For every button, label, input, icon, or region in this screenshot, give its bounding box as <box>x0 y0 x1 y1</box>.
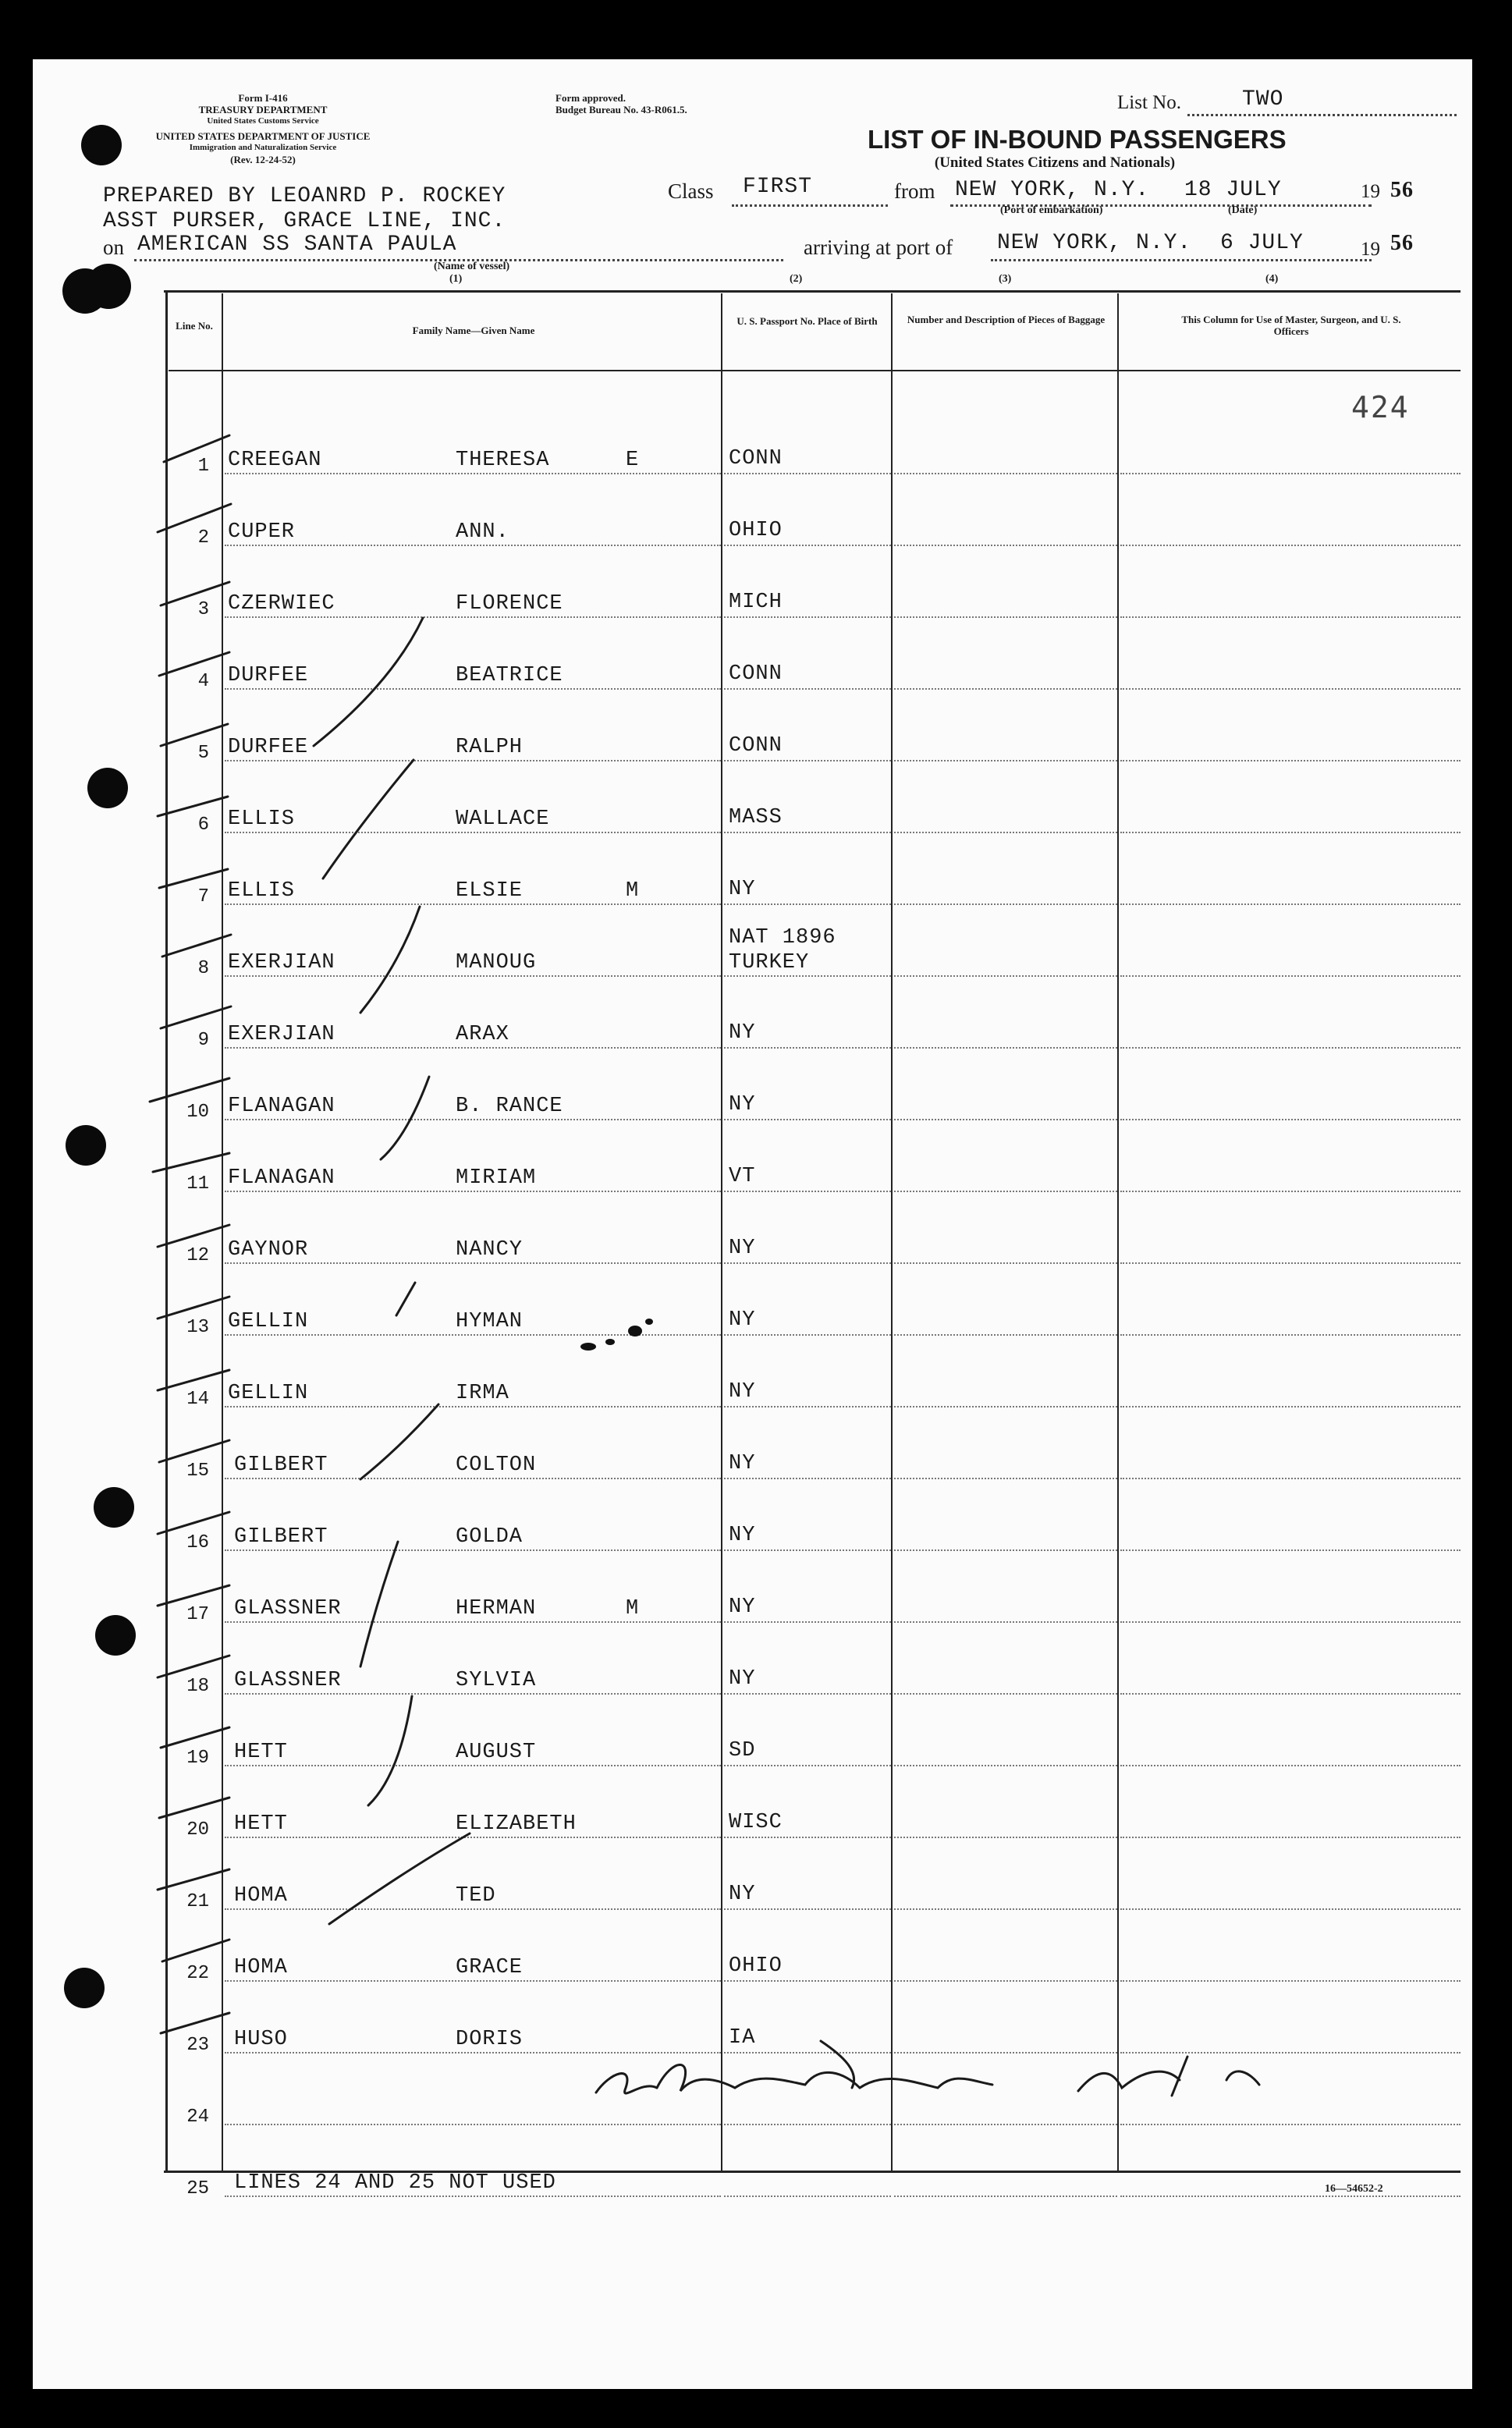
family-name: GLASSNER <box>234 1597 342 1620</box>
row-rule <box>225 1047 721 1049</box>
row-rule <box>1120 616 1461 618</box>
from-label: from <box>894 179 935 203</box>
place-of-birth: SD <box>729 1739 756 1762</box>
row-rule <box>1120 1621 1461 1623</box>
row-rule <box>225 616 721 618</box>
given-name: ELSIE <box>456 879 524 903</box>
row-rule <box>894 1549 1117 1551</box>
row-rule <box>1120 2052 1461 2054</box>
arrival-year: 56 <box>1390 231 1414 255</box>
col-header-baggage: Number and Description of Pieces of Baggage <box>907 314 1106 325</box>
row-rule <box>225 545 721 546</box>
place-of-birth: NY <box>729 1883 756 1906</box>
place-of-birth: OHIO <box>729 1954 783 1978</box>
row-rule <box>1120 1406 1461 1407</box>
family-name: DURFEE <box>228 664 309 687</box>
row-rule <box>1120 545 1461 546</box>
family-name: CREEGAN <box>228 449 322 472</box>
embark-year: 56 <box>1390 178 1414 202</box>
approval-block <box>555 92 687 115</box>
given-name: GRACE <box>456 1956 524 1979</box>
col-divider-name <box>721 293 722 2171</box>
place-of-birth: MASS <box>729 806 783 829</box>
given-name: HERMAN <box>456 1597 537 1620</box>
row-rule <box>894 1262 1117 1264</box>
class-label: Class <box>668 179 714 203</box>
signature <box>596 2041 1259 2096</box>
row-rule <box>225 903 721 905</box>
row-rule <box>724 1047 891 1049</box>
given-name: ANN. <box>456 520 509 544</box>
row-rule <box>1120 688 1461 690</box>
line-number: 25 <box>186 2178 209 2199</box>
place-of-birth: MICH <box>729 591 783 614</box>
family-name: GAYNOR <box>228 1238 309 1262</box>
place-of-birth: VT <box>729 1165 756 1188</box>
row-rule <box>225 1693 721 1695</box>
given-name: WALLACE <box>456 808 550 831</box>
row-rule <box>894 1191 1117 1192</box>
treasury-dept: TREASURY DEPARTMENT <box>198 104 328 115</box>
given-name: IRMA <box>456 1382 509 1405</box>
row-rule <box>724 616 891 618</box>
family-name: GELLIN <box>228 1382 309 1405</box>
line-number: 13 <box>186 1317 209 1338</box>
row-rule <box>894 2124 1117 2125</box>
table-header-border <box>169 370 1461 371</box>
row-rule <box>1120 1908 1461 1910</box>
col-divider-line <box>222 293 223 2171</box>
family-name: EXERJIAN <box>228 951 335 974</box>
list-no-line <box>1187 114 1457 116</box>
row-rule <box>894 1765 1117 1766</box>
line-number: 4 <box>197 671 209 692</box>
table-top-border <box>164 290 1461 293</box>
given-name: MANOUG <box>456 951 537 974</box>
family-name: HOMA <box>234 1956 288 1979</box>
place-of-birth: NY <box>729 1380 756 1404</box>
given-name: BEATRICE <box>456 664 563 687</box>
row-rule <box>894 832 1117 833</box>
family-name: HOMA <box>234 1884 288 1908</box>
row-rule <box>724 760 891 761</box>
row-rule <box>1120 1549 1461 1551</box>
place-of-birth: CONN <box>729 734 783 758</box>
place-of-birth: NY <box>729 1667 756 1691</box>
row-rule <box>894 903 1117 905</box>
row-rule <box>225 760 721 761</box>
family-name: CZERWIEC <box>228 592 335 616</box>
given-name: B. RANCE <box>456 1095 563 1118</box>
col-index-1: (1) <box>449 273 463 285</box>
given-name: THERESA <box>456 449 550 472</box>
row-rule <box>225 688 721 690</box>
line-number: 10 <box>186 1102 209 1123</box>
page-title <box>868 125 1287 172</box>
row-rule <box>225 975 721 977</box>
row-rule <box>225 1334 721 1336</box>
row-rule <box>1120 1478 1461 1479</box>
place-of-birth: NY <box>729 878 756 901</box>
row-rule <box>894 1693 1117 1695</box>
family-name: HETT <box>234 1812 288 1836</box>
row-rule <box>724 1549 891 1551</box>
row-rule <box>1120 1765 1461 1766</box>
table-left-border <box>165 292 168 2172</box>
row-rule <box>894 1837 1117 1838</box>
on-label: on <box>103 236 124 259</box>
row-rule <box>724 1837 891 1838</box>
row-rule <box>724 2124 891 2125</box>
line-number: 1 <box>197 456 209 477</box>
row-rule <box>1120 1334 1461 1336</box>
row-rule <box>894 1119 1117 1120</box>
line-number: 11 <box>186 1173 209 1194</box>
row-rule <box>1120 1047 1461 1049</box>
line-number: 7 <box>197 886 209 907</box>
family-name: HETT <box>234 1741 288 1764</box>
row-rule <box>1120 975 1461 977</box>
row-rule <box>724 1478 891 1479</box>
given-name: ARAX <box>456 1023 509 1046</box>
row-rule <box>894 2052 1117 2054</box>
row-rule <box>225 1119 721 1120</box>
given-name: ELIZABETH <box>456 1812 577 1836</box>
row-rule <box>1120 1191 1461 1192</box>
row-rule <box>225 1980 721 1982</box>
row-rule <box>724 975 891 977</box>
col-header-line-no: Line No. <box>176 320 213 332</box>
row-rule <box>724 545 891 546</box>
line-number: 9 <box>197 1030 209 1051</box>
embark-date: 18 JULY <box>1184 178 1282 202</box>
embark-port: NEW YORK, N.Y. <box>955 178 1150 202</box>
row-rule <box>724 903 891 905</box>
row-rule <box>225 1406 721 1407</box>
row-rule <box>1120 1837 1461 1838</box>
line-number: 21 <box>186 1891 209 1912</box>
list-no-value: TWO <box>1242 87 1284 112</box>
place-of-birth: NY <box>729 1452 756 1475</box>
vessel-caption: (Name of vessel) <box>434 261 510 272</box>
row-rule <box>894 616 1117 618</box>
row-rule <box>1120 1119 1461 1120</box>
row-rule <box>894 760 1117 761</box>
row-rule <box>1120 760 1461 761</box>
col-index-2: (2) <box>790 273 803 285</box>
row-rule <box>225 1765 721 1766</box>
family-name: EXERJIAN <box>228 1023 335 1046</box>
line-number: 14 <box>186 1389 209 1410</box>
punch-hole <box>64 1968 105 2008</box>
middle-initial: E <box>626 449 640 472</box>
place-of-birth: NY <box>729 1093 756 1116</box>
punch-hole <box>94 1487 134 1528</box>
ins-service: Immigration and Naturalization Service <box>189 143 337 152</box>
family-name: CUPER <box>228 520 296 544</box>
form-number: Form I-416 <box>238 92 288 104</box>
given-name: DORIS <box>456 2028 524 2051</box>
row-rule <box>1120 1693 1461 1695</box>
place-of-birth: NY <box>729 1524 756 1547</box>
passenger-list-sheet <box>33 59 1472 2389</box>
prepared-by: PREPARED BY LEOANRD P. ROCKEY <box>103 184 506 208</box>
row-rule <box>724 1119 891 1120</box>
arrival-port: NEW YORK, N.Y. <box>997 231 1192 255</box>
arrival-date: 6 JULY <box>1220 231 1304 255</box>
place-of-birth: NY <box>729 1237 756 1260</box>
row-rule <box>894 2195 1117 2197</box>
place-of-birth: CONN <box>729 447 783 470</box>
given-name: TED <box>456 1884 496 1908</box>
row-rule <box>225 473 721 474</box>
given-name: NANCY <box>456 1238 524 1262</box>
row-rule <box>724 1908 891 1910</box>
line-number: 2 <box>197 527 209 548</box>
place-of-birth: WISC <box>729 1811 783 1834</box>
row-rule <box>894 975 1117 977</box>
place-of-birth: NY <box>729 1021 756 1045</box>
family-name: DURFEE <box>228 736 309 759</box>
col-index-3: (3) <box>999 273 1012 285</box>
row-rule <box>894 1406 1117 1407</box>
row-rule <box>225 1478 721 1479</box>
place-of-birth: NY <box>729 1596 756 1619</box>
row-rule <box>724 2052 891 2054</box>
row-rule <box>724 832 891 833</box>
line-number: 6 <box>197 815 209 836</box>
place-of-birth: CONN <box>729 662 783 686</box>
title-sub: (United States Citizens and Nationals) <box>934 154 1176 171</box>
line-number: 8 <box>197 958 209 979</box>
justice-dept: UNITED STATES DEPARTMENT OF JUSTICE <box>155 130 371 142</box>
col-header-officers: This Column for Use of Master, Surgeon, and U. S. Officers <box>1181 314 1401 337</box>
year-prefix: 19 <box>1361 181 1380 202</box>
line-number: 12 <box>186 1245 209 1266</box>
row-rule <box>894 1621 1117 1623</box>
family-name: LINES 24 AND 25 NOT USED <box>234 2171 556 2195</box>
line-number: 23 <box>186 2035 209 2056</box>
given-name: COLTON <box>456 1454 537 1477</box>
family-name: ELLIS <box>228 808 296 831</box>
given-name: HYMAN <box>456 1310 524 1333</box>
row-rule <box>1120 2195 1461 2197</box>
arrival-line <box>991 259 1372 261</box>
row-rule <box>724 1765 891 1766</box>
row-rule <box>724 688 891 690</box>
row-rule <box>225 1621 721 1623</box>
revision: (Rev. 12-24-52) <box>230 154 296 165</box>
list-no-label: List No. <box>1117 92 1181 113</box>
row-rule <box>894 545 1117 546</box>
punch-hole <box>87 768 128 808</box>
prepared-by-title: ASST PURSER, GRACE LINE, INC. <box>103 209 506 233</box>
family-name: GLASSNER <box>234 1669 342 1692</box>
row-rule <box>724 1262 891 1264</box>
row-rule <box>1120 2124 1461 2125</box>
line-number: 15 <box>186 1461 209 1482</box>
punch-hole <box>95 1615 136 1656</box>
row-rule <box>1120 903 1461 905</box>
line-number: 18 <box>186 1676 209 1697</box>
family-name: GILBERT <box>234 1454 328 1477</box>
family-name: GELLIN <box>228 1310 309 1333</box>
col-header-passport: U. S. Passport No. Place of Birth <box>736 315 878 327</box>
budget-bureau: Budget Bureau No. 43-R061.5. <box>555 104 687 115</box>
row-rule <box>1120 832 1461 833</box>
row-rule <box>225 1837 721 1838</box>
family-name: FLANAGAN <box>228 1166 335 1190</box>
row-rule <box>1120 1980 1461 1982</box>
line-number: 3 <box>197 599 209 620</box>
punch-hole <box>81 125 122 165</box>
row-rule <box>724 1621 891 1623</box>
col-index-4: (4) <box>1265 273 1279 285</box>
row-rule <box>225 1908 721 1910</box>
row-rule <box>225 832 721 833</box>
family-name: FLANAGAN <box>228 1095 335 1118</box>
class-line <box>732 204 888 207</box>
row-rule <box>894 1047 1117 1049</box>
year-prefix-2: 19 <box>1361 239 1380 260</box>
row-rule <box>225 2124 721 2125</box>
place-of-birth: NY <box>729 1308 756 1332</box>
given-name: FLORENCE <box>456 592 563 616</box>
col-divider-birth <box>891 293 893 2171</box>
row-rule <box>225 1262 721 1264</box>
row-rule <box>894 688 1117 690</box>
row-rule <box>724 2195 891 2197</box>
given-name: GOLDA <box>456 1525 524 1549</box>
given-name: MIRIAM <box>456 1166 537 1190</box>
row-rule <box>225 2195 721 2197</box>
col-divider-baggage <box>1117 293 1119 2171</box>
row-rule <box>724 1406 891 1407</box>
row-rule <box>894 1908 1117 1910</box>
title-main: LIST OF IN-BOUND PASSENGERS <box>868 125 1287 154</box>
row-rule <box>724 1334 891 1336</box>
middle-initial: M <box>626 879 640 903</box>
handwritten-number: 424 <box>1351 390 1410 424</box>
date-caption: (Date) <box>1228 204 1258 216</box>
given-name: AUGUST <box>456 1741 537 1764</box>
row-rule <box>894 1980 1117 1982</box>
row-rule <box>724 1191 891 1192</box>
row-rule <box>225 1549 721 1551</box>
vessel-name: AMERICAN SS SANTA PAULA <box>137 233 457 257</box>
port-caption: (Port of embarkation) <box>1000 204 1103 216</box>
family-name: ELLIS <box>228 879 296 903</box>
given-name: RALPH <box>456 736 524 759</box>
row-rule <box>724 473 891 474</box>
row-rule <box>1120 1262 1461 1264</box>
row-rule <box>724 1980 891 1982</box>
middle-initial: M <box>626 1597 640 1620</box>
line-number: 24 <box>186 2107 209 2128</box>
line-number: 16 <box>186 1532 209 1553</box>
line-number: 20 <box>186 1819 209 1841</box>
row-rule <box>894 473 1117 474</box>
row-rule <box>894 1478 1117 1479</box>
place-of-birth: OHIO <box>729 519 783 542</box>
given-name: SYLVIA <box>456 1669 537 1692</box>
row-rule <box>225 1191 721 1192</box>
customs-service: United States Customs Service <box>207 116 319 126</box>
row-rule <box>225 2052 721 2054</box>
class-value: FIRST <box>743 175 813 199</box>
row-rule <box>724 1693 891 1695</box>
punch-hole <box>86 264 131 309</box>
form-approved: Form approved. <box>555 92 626 104</box>
line-number: 19 <box>186 1748 209 1769</box>
place-of-birth: IA <box>729 2026 756 2050</box>
row-rule <box>894 1334 1117 1336</box>
place-of-birth: NAT 1896 TURKEY <box>729 926 836 974</box>
col-header-name: Family Name—Given Name <box>412 325 535 336</box>
line-number: 22 <box>186 1963 209 1984</box>
form-header <box>150 92 376 165</box>
row-rule <box>1120 473 1461 474</box>
line-number: 17 <box>186 1604 209 1625</box>
family-name: HUSO <box>234 2028 288 2051</box>
form-code: 16—54652-2 <box>1325 2183 1383 2195</box>
line-number: 5 <box>197 743 209 764</box>
punch-hole <box>66 1125 106 1166</box>
family-name: GILBERT <box>234 1525 328 1549</box>
arriving-label: arriving at port of <box>804 236 953 259</box>
